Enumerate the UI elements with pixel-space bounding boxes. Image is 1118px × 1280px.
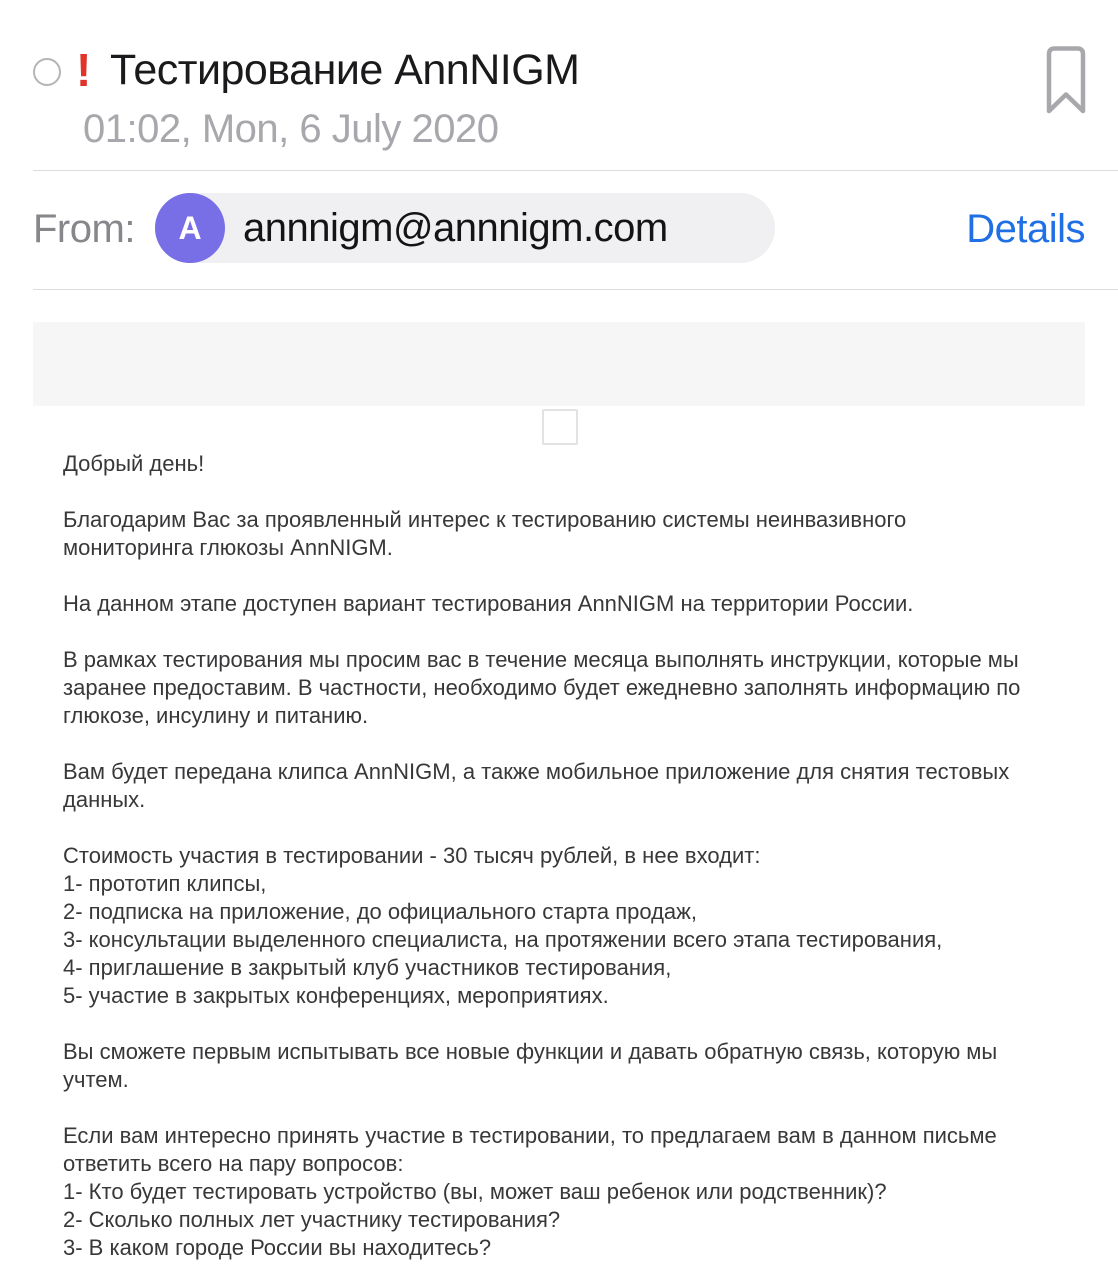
body-line: В рамках тестирования мы просим вас в течение месяца выполнять инструкции, которые мы: [63, 647, 1019, 672]
header-divider: [33, 170, 1118, 171]
body-paragraph: [63, 590, 1055, 618]
body-line: 5- участие в закрытых конференциях, мероприятиях.: [63, 983, 609, 1008]
body-line: 3- В каком городе России вы находитесь?: [63, 1235, 492, 1260]
from-row-divider: [33, 289, 1118, 290]
body-line: Вы сможете первым испытывать все новые функции и давать обратную связь, которую мы: [63, 1039, 998, 1064]
body-line: Благодарим Вас за проявленный интерес к тестированию системы неинвазивного: [63, 507, 907, 532]
body-line: Вам будет передана клипса AnnNIGM, а также мобильное приложение для снятия тестовых: [63, 759, 1010, 784]
body-paragraph: [63, 1122, 1055, 1262]
flag-bookmark-icon[interactable]: [1044, 44, 1088, 116]
details-link[interactable]: Details: [966, 207, 1085, 251]
sender-contact-pill[interactable]: [155, 193, 775, 263]
email-body: [63, 450, 1055, 1262]
body-paragraph: [63, 1038, 1055, 1094]
email-subject: Тестирование AnnNIGM: [110, 46, 580, 94]
body-line: учтем.: [63, 1067, 129, 1092]
unloaded-image-banner: [33, 322, 1085, 406]
sender-email-address: annnigm@annnigm.com: [243, 206, 668, 250]
body-line: мониторинга глюкозы AnnNIGM.: [63, 535, 393, 560]
body-line: заранее предоставим. В частности, необходимо будет ежедневно заполнять информацию по: [63, 675, 1021, 700]
read-status-circle-icon[interactable]: [33, 58, 61, 86]
body-paragraph: [63, 842, 1055, 1010]
body-paragraph: [63, 450, 1055, 478]
body-line: ответить всего на пару вопросов:: [63, 1151, 404, 1176]
body-line: 1- прототип клипсы,: [63, 871, 267, 896]
body-line: 2- Сколько полных лет участнику тестирования?: [63, 1207, 561, 1232]
sender-avatar: A: [155, 193, 225, 263]
body-paragraph: [63, 646, 1055, 730]
body-line: 4- приглашение в закрытый клуб участников тестирования,: [63, 955, 672, 980]
body-paragraph: [63, 506, 1055, 562]
body-line: Добрый день!: [63, 451, 205, 476]
body-line: Стоимость участия в тестировании - 30 тысяч рублей, в нее входит:: [63, 843, 761, 868]
broken-image-placeholder: [542, 409, 578, 445]
body-paragraph: [63, 758, 1055, 814]
body-line: глюкозе, инсулину и питанию.: [63, 703, 369, 728]
body-line: 1- Кто будет тестировать устройство (вы, может ваш ребенок или родственник)?: [63, 1179, 887, 1204]
email-timestamp: 01:02, Mon, 6 July 2020: [83, 107, 499, 151]
from-label: From:: [33, 207, 135, 251]
body-line: данных.: [63, 787, 146, 812]
priority-exclamation-icon: !: [76, 44, 92, 96]
body-line: 3- консультации выделенного специалиста, на протяжении всего этапа тестирования,: [63, 927, 943, 952]
body-line: 2- подписка на приложение, до официального старта продаж,: [63, 899, 697, 924]
body-line: На данном этапе доступен вариант тестирования AnnNIGM на территории России.: [63, 591, 914, 616]
body-line: Если вам интересно принять участие в тестировании, то предлагаем вам в данном письме: [63, 1123, 997, 1148]
